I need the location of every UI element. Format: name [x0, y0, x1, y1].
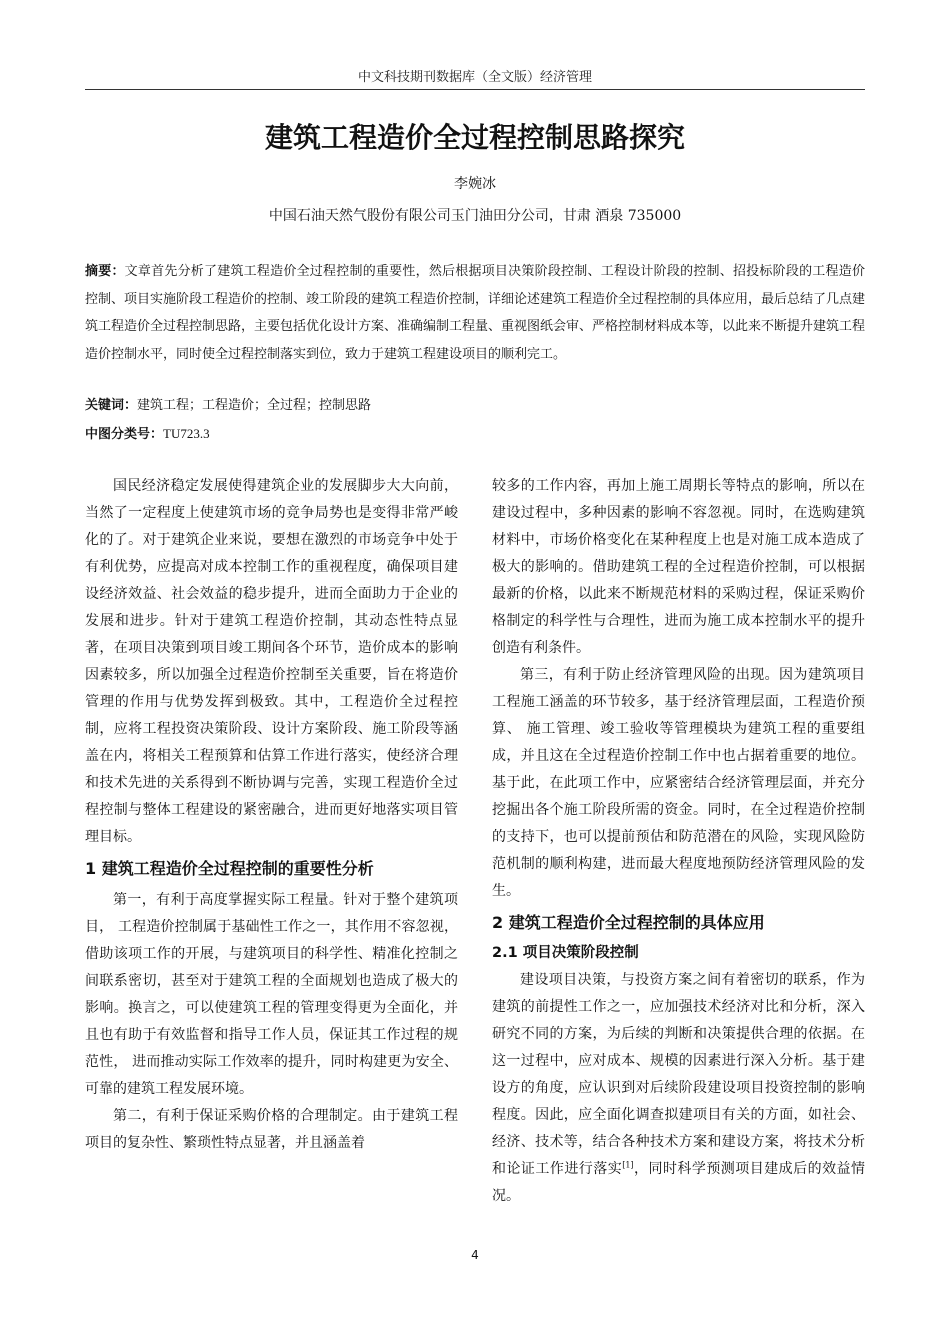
- section-2-heading: 2 建筑工程造价全过程控制的具体应用: [492, 913, 765, 932]
- header-rule: [85, 89, 865, 90]
- section-1-paragraph-1: 第一，有利于高度掌握实际工程量。针对于整个建筑项目， 工程造价控制属于基础性工作之一，其作用不容忽视，借助该项工作的开展，与建筑项目的科学性、精准化控制之间联系密切，甚至对于建筑工程的全面规划也造成了极大的影响。换言之，可以使建筑工程的管理变得更为全面化，并且也有助于有效监督和指导工作人员，保证其工作过程的规范性， 进而推动实际工作效率的提升，同时构建更为安全、可靠的建筑工程发展环境。: [85, 892, 458, 1097]
- right-column: [492, 473, 865, 1210]
- section-1-paragraph-2: 第二，有利于保证采购价格的合理制定。由于建筑工程项目的复杂性、繁琐性特点显著，并且涵盖着: [85, 1108, 458, 1151]
- section-2-1-text: 建设项目决策，与投资方案之间有着密切的联系，作为建筑的前提性工作之一，应加强技术经济对比和分析，深入研究不同的方案，为后续的判断和决策提供合理的依据。在这一过程中，应对成本、规模的因素进行深入分析。基于建设方的角度，应认识到对后续阶段建设项目投资控制的影响程度。因此，应全面化调查拟建项目有关的方面，如社会、经济、技术等，结合各种技术方案和建设方案，将技术分析和论证工作进行落实: [492, 972, 865, 1177]
- section-2-1-heading: 2.1 项目决策阶段控制: [492, 945, 639, 961]
- section-2-1-paragraph: [492, 967, 865, 1210]
- classification: [85, 424, 865, 445]
- abstract-text: 文章首先分析了建筑工程造价全过程控制的重要性，然后根据项目决策阶段控制、工程设计阶段的控制、招投标阶段的工程造价控制、项目实施阶段工程造价的控制、竣工阶段的建筑工程造价控制，详细论述建筑工程造价全过程控制的具体应用，最后总结了几点建筑工程造价全过程控制思路，主要包括优化设计方案、准确编制工程量、重视图纸会审、严格控制材料成本等，以此来不断提升建筑工程造价控制水平，同时使全过程控制落实到位，致力于建筑工程建设项目的顺利完工。: [85, 264, 866, 362]
- page-number: 4: [471, 1248, 479, 1262]
- keywords: [85, 396, 865, 416]
- section-2-1-tail: ，同时科学预测项目建成后的效益情况。: [492, 1161, 866, 1204]
- intro-paragraph: 国民经济稳定发展使得建筑企业的发展脚步大大向前，当然了一定程度上使建筑市场的竞争局势也是变得非常严峻化的了。对于建筑企业来说，要想在激烈的市场竞争中处于有利优势，应提高对成本控制工作的重视程度，确保项目建设经济效益、社会效益的稳步提升，进而全面助力于企业的发展和进步。针对于建筑工程造价控制，其动态性特点显著，在项目决策到项目竣工期间各个环节，造价成本的影响因素较多，所以加强全过程造价控制至关重要，旨在将造价管理的作用与优势发挥到极致。其中，工程造价全过程控制，应将工程投资决策阶段、设计方案阶段、施工阶段等涵盖在内，将相关工程预算和估算工作进行落实，使经济合理和技术先进的关系得到不断协调与完善，实现工程造价全过程控制与整体工程建设的紧密融合，进而更好地落实项目管理目标。: [85, 478, 458, 845]
- abstract-label: 摘要：: [85, 264, 125, 279]
- article-affiliation: 中国石油天然气股份有限公司玉门油田分公司，甘肃 酒泉 735000: [268, 208, 682, 224]
- citation-ref-1[interactable]: [1]: [622, 1160, 634, 1170]
- keywords-text: 建筑工程；工程造价；全过程；控制思路: [137, 398, 372, 413]
- keywords-label: 关键词：: [85, 398, 138, 413]
- section-1-paragraph-3: 第三，有利于防止经济管理风险的出现。因为建筑项目工程施工涵盖的环节较多，基于经济管理层面，工程造价预算、 施工管理、竣工验收等管理模块为建筑工程的重要组成，并且这在全过程造价控制工作中也占据着重要的地位。基于此，在此项工作中，应紧密结合经济管理层面，并充分挖掘出各个施工阶段所需的资金。同时，在全过程造价控制的支持下，也可以提前预估和防范潜在的风险，实现风险防范机制的顺利构建，进而最大程度地预防经济管理风险的发生。: [492, 667, 865, 899]
- section-1-paragraph-2-continued: 较多的工作内容，再加上施工周期长等特点的影响，所以在建设过程中，多种因素的影响不容忽视。同时，在选购建筑材料中，市场价格变化在某种程度上也是对施工成本造成了极大的影响的。借助建筑工程的全过程造价控制，可以根据最新的价格，以此来不断规范材料的采购过程，保证采购价格制定的科学性与合理性，进而为施工成本控制水平的提升创造有利条件。: [492, 478, 865, 656]
- classification-label: 中图分类号：: [85, 427, 164, 442]
- article-title: 建筑工程造价全过程控制思路探究: [264, 121, 685, 154]
- classification-code: TU723.3: [163, 426, 210, 441]
- left-column: [85, 473, 458, 1157]
- running-header: 中文科技期刊数据库（全文版）经济管理: [357, 70, 592, 85]
- section-1-heading: 1 建筑工程造价全过程控制的重要性分析: [85, 859, 374, 878]
- article-author: 李婉冰: [454, 176, 496, 192]
- abstract: [85, 258, 865, 368]
